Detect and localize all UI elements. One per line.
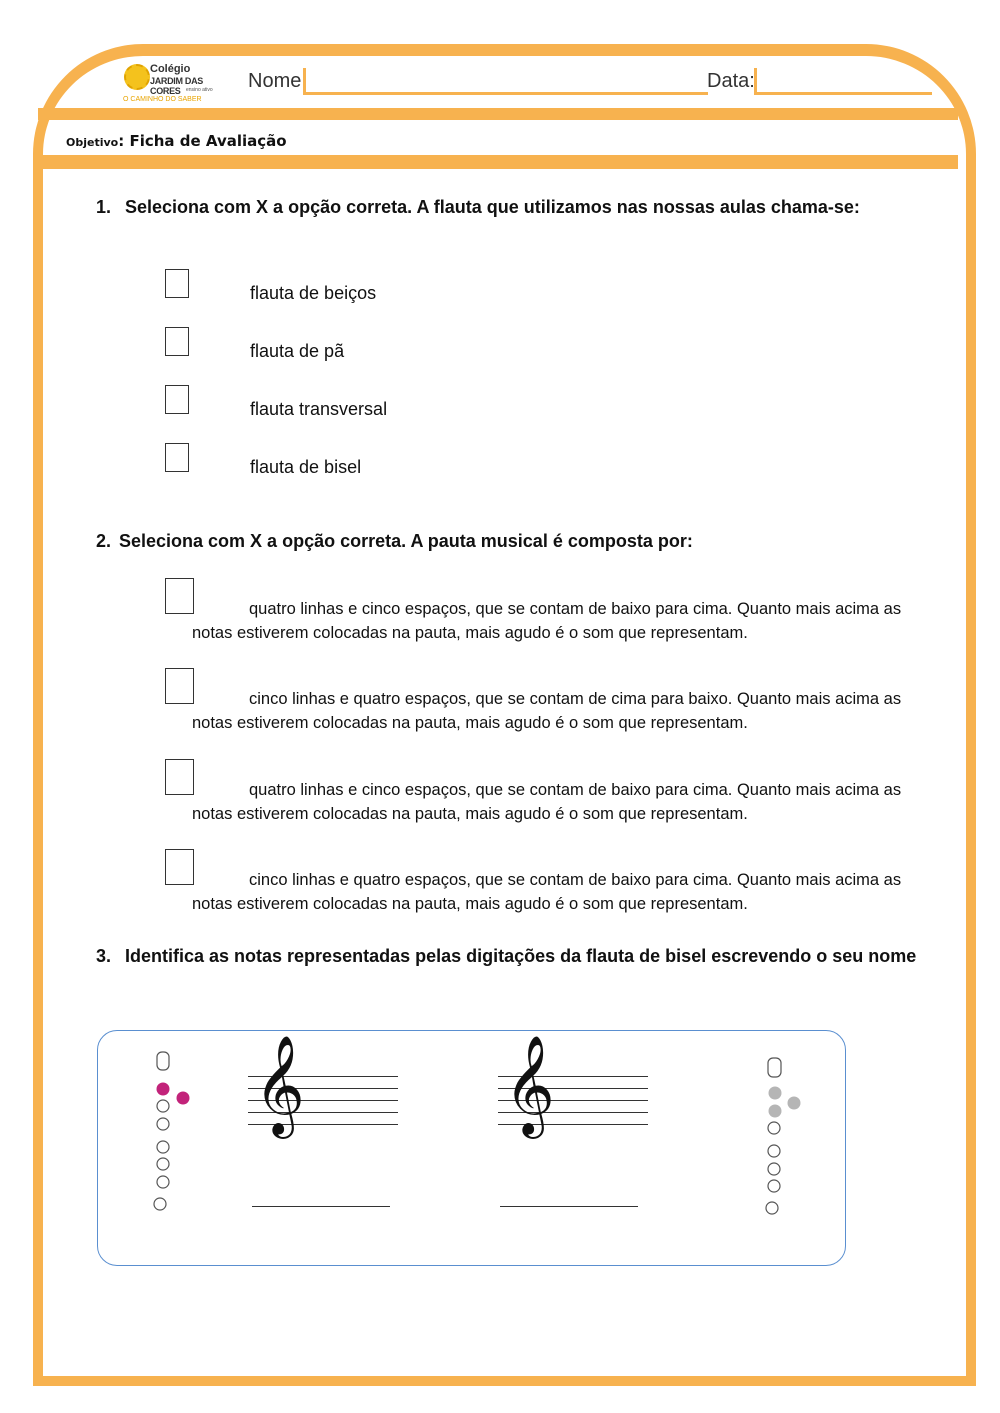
question-text: Seleciona com X a opção correta. A flauta que utilizamos nas nossas aulas chama-se:	[125, 197, 860, 217]
logo-text-tagline: ensino ativo	[186, 87, 213, 93]
closed-hole-icon	[788, 1097, 801, 1110]
school-logo	[120, 58, 220, 108]
open-hole-icon	[157, 1118, 169, 1130]
checkbox-q1-option-3[interactable]	[165, 385, 189, 414]
question-number: 3.	[96, 946, 112, 966]
question-2	[96, 528, 926, 555]
question-number: 2.	[96, 531, 112, 551]
question-1	[96, 194, 926, 221]
open-hole-icon	[768, 1122, 780, 1134]
q1-option-4: flauta de bisel	[250, 457, 362, 477]
objective-band	[38, 155, 958, 169]
open-hole-icon	[157, 1141, 169, 1153]
checkbox-q2-option-2[interactable]	[165, 668, 194, 704]
music-staff-2	[498, 1035, 648, 1151]
logo-text-motto: O CAMINHO DO SABER	[123, 96, 202, 103]
objective: Objetivo: Ficha de Avaliação	[66, 132, 287, 150]
question-text: Identifica as notas representadas pelas digitações da flauta de bisel escrevendo o seu nome	[125, 946, 917, 966]
name-field[interactable]	[303, 68, 708, 95]
open-hole-icon	[768, 1180, 780, 1192]
q2-option-4: cinco linhas e quatro espaços, que se contam de baixo para cima. Quanto mais acima as notas estiverem colocadas na pauta, mais agudo é o som que representam.	[192, 871, 902, 913]
q2-option-1: quatro linhas e cinco espaços, que se contam de baixo para cima. Quanto mais acima as notas estiverem colocadas na pauta, mais agudo é o som que representam.	[192, 600, 902, 642]
answer-line-1[interactable]	[252, 1206, 390, 1207]
checkbox-q1-option-2[interactable]	[165, 327, 189, 356]
checkbox-q1-option-1[interactable]	[165, 269, 189, 298]
name-label: Nome:	[248, 70, 307, 92]
thumb-hole-icon	[768, 1058, 781, 1077]
q1-option-3: flauta transversal	[250, 399, 388, 419]
logo-text-colegio: Colégio	[150, 63, 191, 75]
date-label: Data:	[707, 70, 755, 92]
q1-option-1: flauta de beiços	[250, 283, 377, 303]
logo-text-name: JARDIM DAS CORES	[150, 76, 204, 96]
checkbox-q2-option-1[interactable]	[165, 578, 194, 614]
notes-exercise-box	[97, 1030, 846, 1266]
q1-option-2: flauta de pã	[250, 341, 345, 361]
header-band	[38, 108, 958, 120]
answer-line-2[interactable]	[500, 1206, 638, 1207]
checkbox-q2-option-3[interactable]	[165, 759, 194, 795]
open-hole-icon	[154, 1198, 166, 1210]
treble-clef-icon: 𝄞	[254, 1035, 305, 1135]
sun-icon	[124, 64, 150, 90]
open-hole-icon	[157, 1176, 169, 1188]
recorder-fingering-left	[148, 1048, 198, 1214]
closed-hole-icon	[769, 1105, 782, 1118]
question-3	[96, 943, 926, 970]
thumb-hole-icon	[157, 1052, 169, 1070]
open-hole-icon	[768, 1163, 780, 1175]
open-hole-icon	[157, 1158, 169, 1170]
closed-hole-icon	[769, 1087, 782, 1100]
open-hole-icon	[768, 1145, 780, 1157]
open-hole-icon	[157, 1100, 169, 1112]
date-field[interactable]	[754, 68, 932, 95]
closed-hole-icon	[177, 1092, 190, 1105]
checkbox-q1-option-4[interactable]	[165, 443, 189, 472]
question-number: 1.	[96, 197, 112, 217]
treble-clef-icon: 𝄞	[504, 1035, 555, 1135]
open-hole-icon	[766, 1202, 778, 1214]
closed-hole-icon	[157, 1083, 170, 1096]
objective-value: Ficha de Avaliação	[129, 132, 287, 150]
music-staff-1	[248, 1035, 398, 1151]
objective-label: Objetivo	[66, 136, 119, 149]
recorder-fingering-right	[758, 1052, 808, 1222]
question-text: Seleciona com X a opção correta. A pauta musical é composta por:	[119, 531, 693, 551]
q2-option-2: cinco linhas e quatro espaços, que se contam de cima para baixo. Quanto mais acima as notas estiverem colocadas na pauta, mais agudo é o som que representam.	[192, 690, 902, 732]
checkbox-q2-option-4[interactable]	[165, 849, 194, 885]
q2-option-3: quatro linhas e cinco espaços, que se contam de baixo para cima. Quanto mais acima as notas estiverem colocadas na pauta, mais agudo é o som que representam.	[192, 781, 902, 823]
